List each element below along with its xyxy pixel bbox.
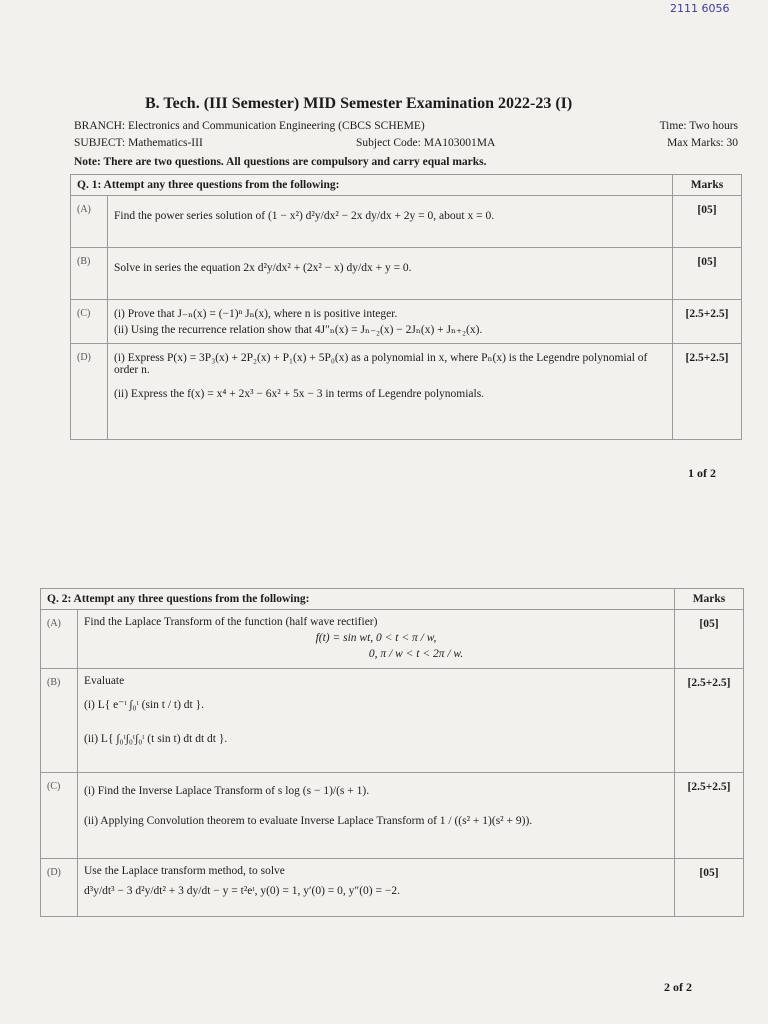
question-part-i: (i) Find the Inverse Laplace Transform of s log (s − 1)/(s + 1). bbox=[84, 785, 370, 797]
q2-header: Q. 2: Attempt any three questions from the following: bbox=[41, 589, 675, 610]
row-marks: [05] bbox=[675, 610, 744, 669]
q2-table bbox=[40, 588, 744, 917]
q1-header: Q. 1: Attempt any three questions from the following: bbox=[71, 175, 673, 196]
row-marks: [2.5+2.5] bbox=[675, 669, 744, 773]
question-part-ii: (ii) Applying Convolution theorem to evaluate Inverse Laplace Transform of 1 / ((s² + 1)(s² + 9)). bbox=[84, 815, 533, 827]
question-part-i: (i) Express P(x) = 3P₃(x) + 2P₂(x) + P₁(x) + 5P₀(x) as a polynomial in x, where Pₙ(x) is the Legendre polynomial of order n. bbox=[114, 352, 648, 376]
q1-table bbox=[70, 174, 742, 440]
table-row bbox=[41, 773, 744, 859]
row-label: (D) bbox=[71, 344, 108, 440]
question-cell bbox=[78, 773, 675, 859]
question-cell bbox=[108, 300, 673, 344]
question-part-ii: (ii) Using the recurrence relation show that 4J″ₙ(x) = Jₙ₋₂(x) − 2Jₙ(x) + Jₙ₊₂(x). bbox=[114, 324, 483, 336]
question-cell bbox=[78, 610, 675, 669]
question-part-ii: (ii) Express the f(x) = x⁴ + 2x³ − 6x² + 5x − 3 in terms of Legendre polynomials. bbox=[114, 388, 485, 400]
row-marks: [2.5+2.5] bbox=[673, 344, 742, 440]
question-cell bbox=[78, 669, 675, 773]
row-label: (C) bbox=[71, 300, 108, 344]
question-text: Use the Laplace transform method, to solve bbox=[84, 865, 285, 877]
marks-header: Marks bbox=[673, 175, 742, 196]
question-part-i: (i) Prove that J₋ₙ(x) = (−1)ⁿ Jₙ(x), where n is positive integer. bbox=[114, 308, 398, 320]
question-equation: d³y/dt³ − 3 d²y/dt² + 3 dy/dt − y = t²eᵗ, y(0) = 1, y′(0) = 0, y″(0) = −2. bbox=[84, 885, 400, 897]
question-text: Find the power series solution of (1 − x²) d²y/dx² − 2x dy/dx + 2y = 0, about x = 0. bbox=[108, 196, 673, 248]
page-number-2: 2 of 2 bbox=[664, 980, 692, 994]
header-row-2 bbox=[74, 137, 738, 149]
row-label: (B) bbox=[41, 669, 78, 773]
question-text: Find the Laplace Transform of the function (half wave rectifier) bbox=[84, 616, 378, 628]
row-label: (B) bbox=[71, 248, 108, 300]
exam-title: B. Tech. (III Semester) MID Semester Examination 2022-23 (I) bbox=[145, 95, 573, 112]
row-marks: [05] bbox=[675, 859, 744, 917]
row-label: (D) bbox=[41, 859, 78, 917]
question-text: Evaluate bbox=[84, 675, 125, 687]
row-label: (A) bbox=[71, 196, 108, 248]
row-marks: [05] bbox=[673, 196, 742, 248]
max-marks: Max Marks: 30 bbox=[667, 137, 738, 149]
subject-label: SUBJECT: Mathematics-III bbox=[74, 137, 203, 149]
question-part-ii: (ii) L{ ∫₀ᵗ∫₀ᵗ∫₀ᵗ (t sin t) dt dt dt }. bbox=[84, 733, 228, 745]
roll-number: 2111 6056 bbox=[670, 2, 730, 15]
subject-code: Subject Code: MA103001MA bbox=[356, 137, 496, 149]
row-marks: [2.5+2.5] bbox=[673, 300, 742, 344]
question-text: Solve in series the equation 2x d²y/dx² + (2x² − x) dy/dx + y = 0. bbox=[108, 248, 673, 300]
table-row bbox=[71, 300, 742, 344]
exam-note: Note: There are two questions. All questions are compulsory and carry equal marks. bbox=[74, 156, 487, 168]
table-row bbox=[71, 344, 742, 440]
branch-label: BRANCH: Electronics and Communication Engineering (CBCS SCHEME) bbox=[74, 120, 425, 132]
header-row-1 bbox=[74, 120, 738, 132]
row-marks: [05] bbox=[673, 248, 742, 300]
table-row bbox=[41, 669, 744, 773]
formula-line-1: f(t) = sin wt, 0 < t < π / w, bbox=[315, 632, 437, 644]
marks-header: Marks bbox=[675, 589, 744, 610]
q2-header-row bbox=[41, 589, 744, 610]
table-row bbox=[41, 610, 744, 669]
table-row bbox=[71, 196, 742, 248]
q1-header-row bbox=[71, 175, 742, 196]
time-label: Time: Two hours bbox=[659, 120, 738, 132]
row-label: (C) bbox=[41, 773, 78, 859]
formula-line-2: 0, π / w < t < 2π / w. bbox=[368, 648, 464, 660]
table-row bbox=[71, 248, 742, 300]
table-row bbox=[41, 859, 744, 917]
question-cell bbox=[78, 859, 675, 917]
question-cell bbox=[108, 344, 673, 440]
row-marks: [2.5+2.5] bbox=[675, 773, 744, 859]
question-part-i: (i) L{ e⁻ᵗ ∫₀ᵗ (sin t / t) dt }. bbox=[84, 699, 205, 711]
page-number-1: 1 of 2 bbox=[688, 466, 716, 480]
row-label: (A) bbox=[41, 610, 78, 669]
